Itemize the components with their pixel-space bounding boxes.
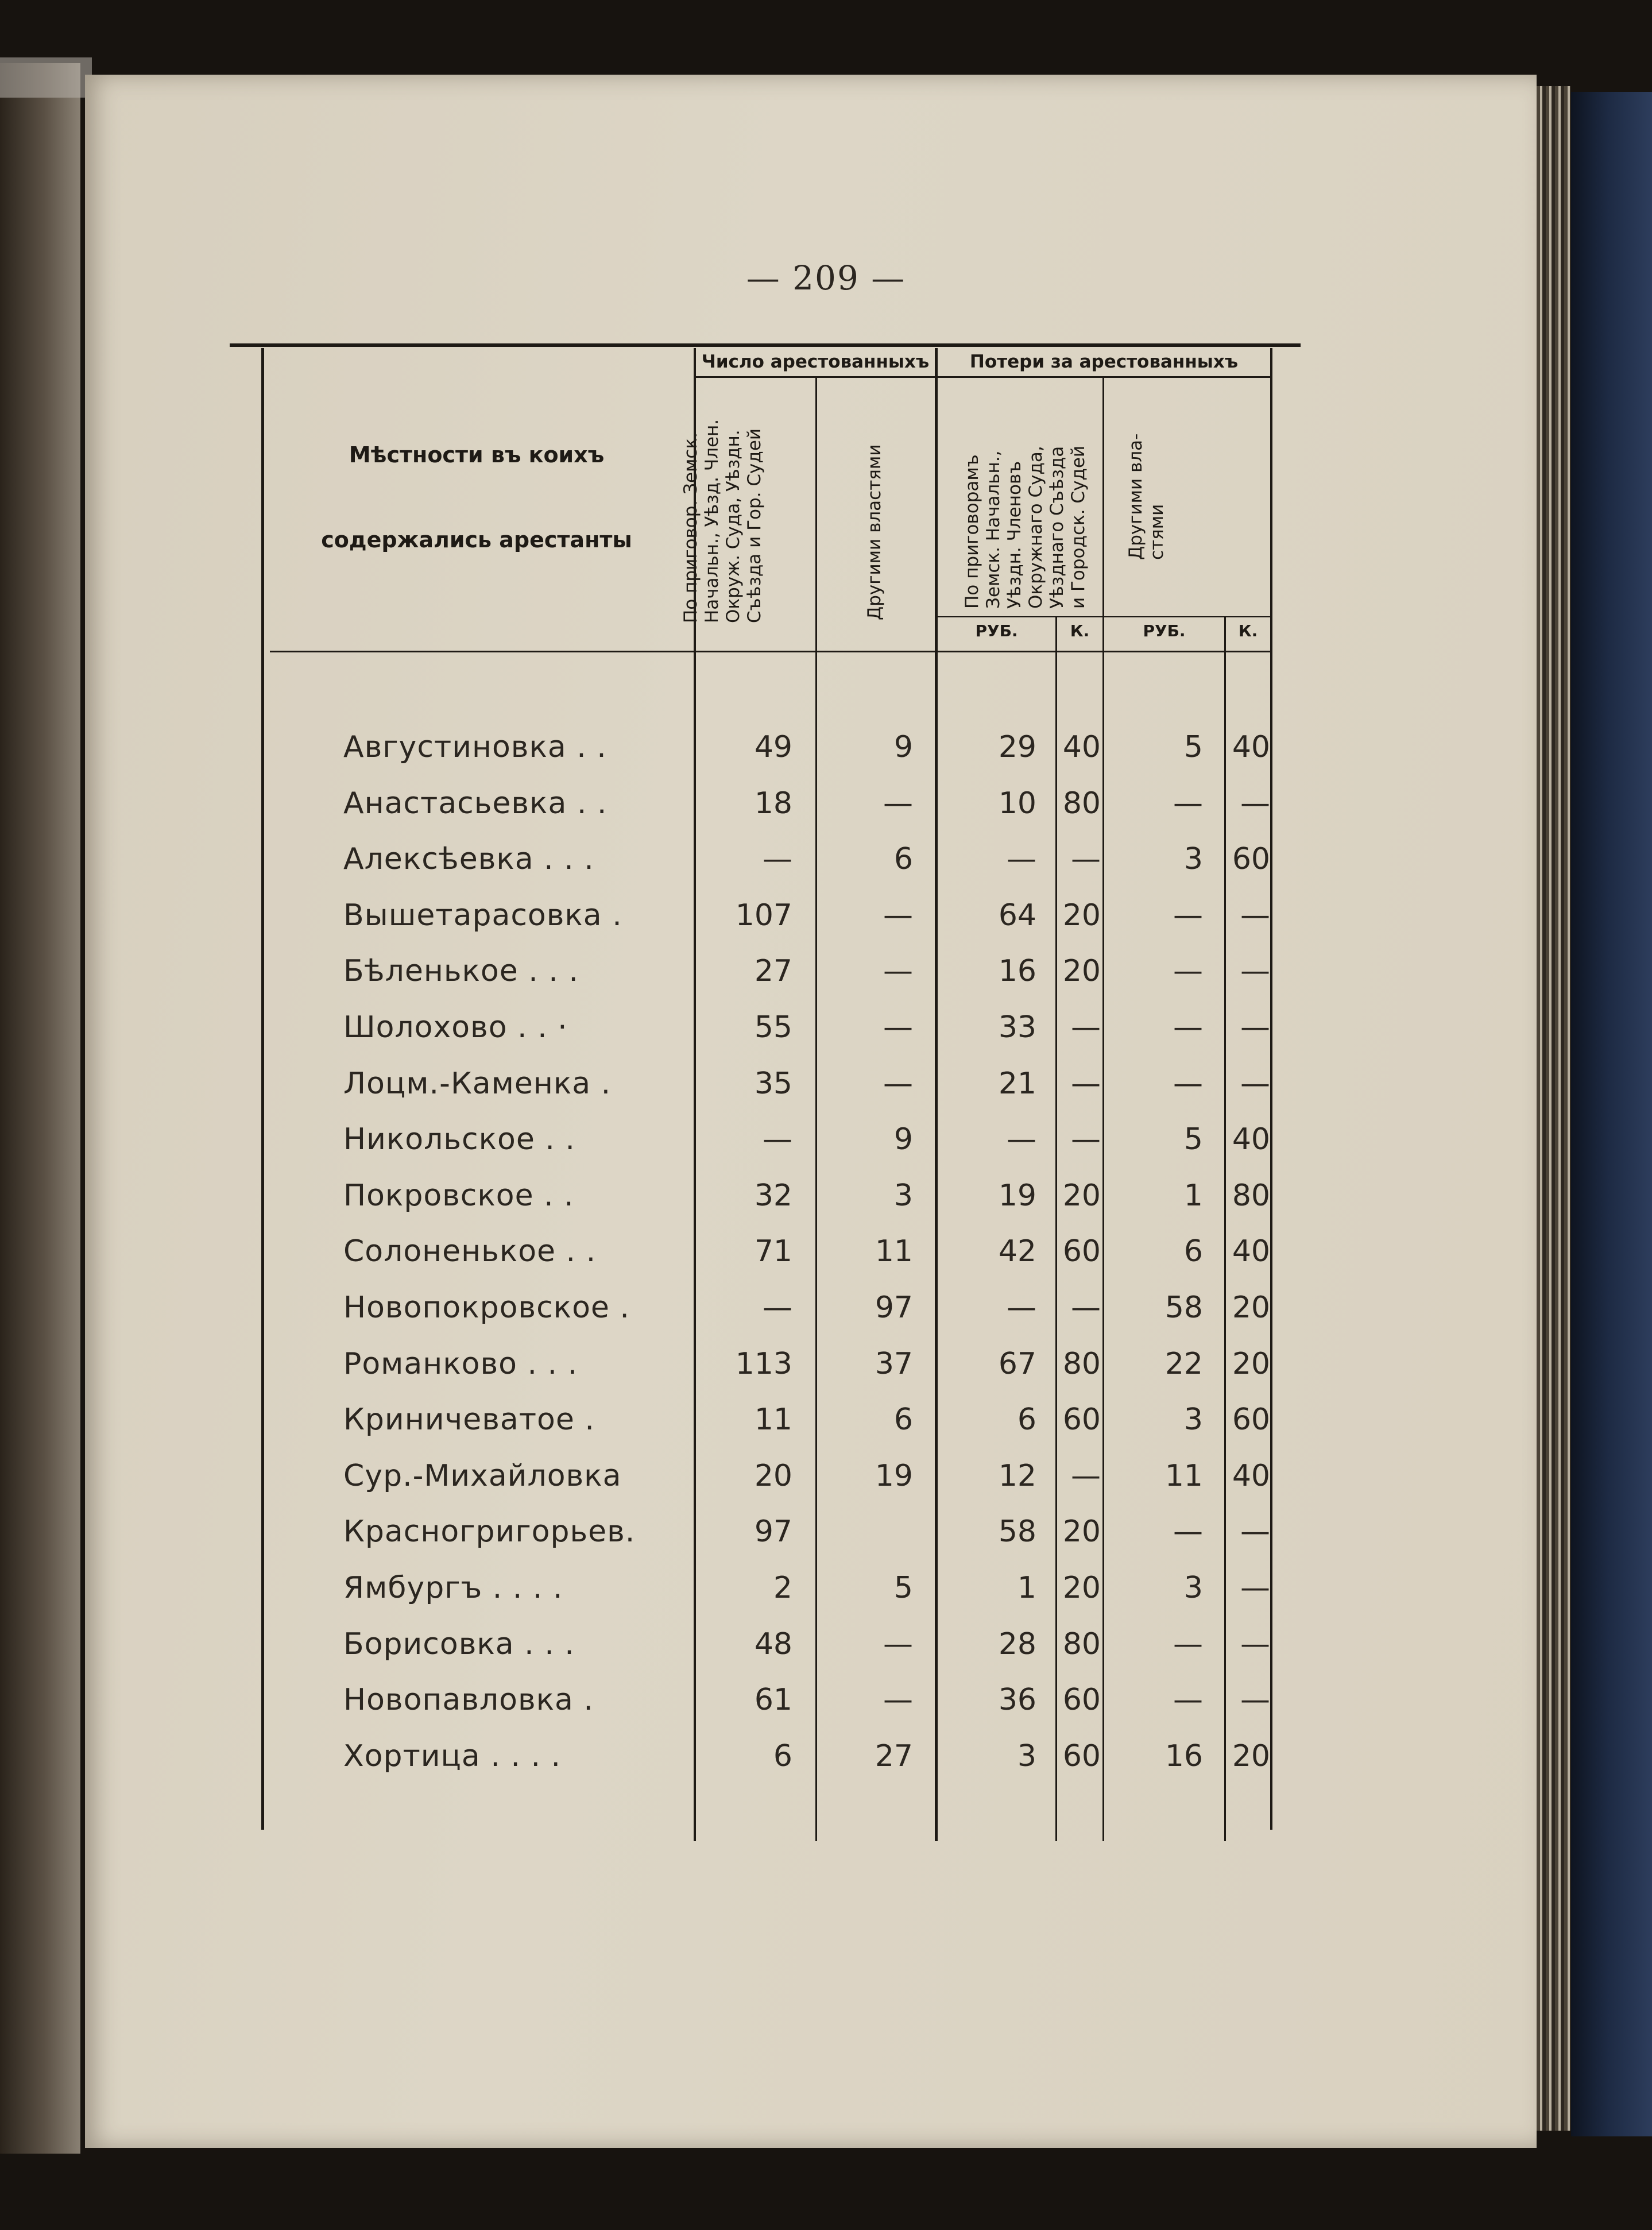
cell-k1: 80 [1062, 1346, 1101, 1381]
cell-r2: 1 [1183, 1178, 1203, 1213]
cell-a: 11 [754, 1402, 792, 1437]
cell-k2: 60 [1232, 1402, 1270, 1437]
cell-r1: 42 [998, 1234, 1036, 1269]
cell-r2: — [1173, 1626, 1203, 1661]
cell-name: Романково . . . [343, 1346, 578, 1381]
cell-r1: 21 [998, 1066, 1036, 1101]
cell-name: Шолохово . . · [343, 1010, 568, 1045]
cell-r1: 58 [998, 1514, 1036, 1549]
cell-name: Ямбургъ . . . . [343, 1571, 563, 1605]
cell-b: 97 [875, 1290, 913, 1325]
cell-b: — [883, 1010, 913, 1045]
group-header-arrested: Число арестованныхъ [701, 351, 930, 372]
cell-b: — [883, 898, 913, 933]
cell-k2: — [1240, 898, 1270, 933]
table-top-rule [230, 343, 1301, 347]
table-row [0, 887, 1652, 944]
group-header-losses: Потери за арестованныхъ [969, 351, 1239, 372]
cell-name: Алексѣевка . . . [343, 842, 594, 877]
header-bottom-rule [270, 651, 1270, 652]
cell-b: 27 [875, 1738, 913, 1773]
cell-k2: 20 [1232, 1290, 1270, 1325]
cell-k2: — [1240, 1514, 1270, 1549]
cell-r1: 6 [1017, 1402, 1036, 1437]
cell-r1: 29 [998, 730, 1036, 764]
cell-b: 5 [893, 1571, 913, 1605]
table-row [0, 1560, 1652, 1616]
cell-name: Новопокровское . [343, 1290, 630, 1325]
cell-r2: — [1173, 1514, 1203, 1549]
cell-a: 35 [754, 1066, 792, 1101]
table-row [0, 775, 1652, 832]
unit-rub-1: РУБ. [975, 621, 1018, 640]
column-header-by-sentence: По приговор. Земск. Начальн., Уѣзд. Член. Окруж. Суда, Уѣздн. Съѣзда и Гор. Судей [680, 419, 765, 623]
cell-name: Красногригорьев. [343, 1514, 636, 1549]
cell-a: 61 [754, 1683, 792, 1718]
cell-a: 48 [754, 1626, 792, 1661]
cell-k1: — [1071, 1066, 1101, 1101]
locality-header-line-2: содержались арестанты [321, 527, 632, 552]
table-row [0, 999, 1652, 1056]
cell-b: — [883, 786, 913, 821]
cell-k2: — [1240, 1626, 1270, 1661]
cell-r1: 67 [998, 1346, 1036, 1381]
cell-r2: 5 [1183, 730, 1203, 764]
cell-k1: 20 [1062, 1514, 1101, 1549]
table-row [0, 1672, 1652, 1728]
cell-k2: 40 [1232, 1234, 1270, 1269]
cell-a: — [763, 1122, 792, 1157]
cell-a: — [763, 1290, 792, 1325]
cell-name: Криничеватое . [343, 1402, 595, 1437]
cell-r1: 36 [998, 1683, 1036, 1718]
table-row [0, 1392, 1652, 1448]
cell-name: Никольское . . [343, 1122, 575, 1157]
table-row [0, 719, 1652, 775]
page-number: — 209 — [746, 258, 906, 297]
cell-r2: — [1173, 898, 1203, 933]
cell-b: — [883, 1626, 913, 1661]
cell-r2: 16 [1164, 1738, 1203, 1773]
cell-k1: — [1071, 1458, 1101, 1493]
cell-k2: 60 [1232, 842, 1270, 877]
cell-k2: 40 [1232, 1458, 1270, 1493]
cell-name: Лоцм.-Каменка . [343, 1066, 612, 1101]
cell-k2: — [1240, 1571, 1270, 1605]
locality-header-line-1: Мѣстности въ коихъ [349, 442, 605, 467]
cell-name: Сур.-Михайловка [343, 1458, 622, 1493]
cell-name: Вышетарасовка . [343, 898, 622, 933]
table-row [0, 1111, 1652, 1168]
cell-a: — [763, 842, 792, 877]
cell-r2: — [1173, 954, 1203, 989]
cell-k1: 20 [1062, 898, 1101, 933]
cell-a: 6 [773, 1738, 792, 1773]
column-header-loss-by-sentence: По приговорамъ Земск. Начальн., Уѣздн. Членовъ Окружнаго Суда, Уѣзднаго Съѣзда и Городск. Судей [962, 445, 1089, 609]
spine-ribbon [0, 57, 92, 98]
cell-r2: 58 [1164, 1290, 1203, 1325]
cell-r1: 10 [998, 786, 1036, 821]
cell-r1: 16 [998, 954, 1036, 989]
cell-k2: 40 [1232, 1122, 1270, 1157]
cell-k1: — [1071, 842, 1101, 877]
cell-a: 20 [754, 1458, 792, 1493]
cell-r1: 12 [998, 1458, 1036, 1493]
cell-a: 32 [754, 1178, 792, 1213]
cell-b: — [883, 1683, 913, 1718]
table-row [0, 831, 1652, 887]
cell-b: — [883, 954, 913, 989]
cell-r1: 28 [998, 1626, 1036, 1661]
cell-r2: 5 [1183, 1122, 1203, 1157]
cell-k1: 80 [1062, 786, 1101, 821]
cell-r1: 64 [998, 898, 1036, 933]
unit-kop-1: К. [1070, 621, 1090, 640]
cell-b: 6 [893, 842, 913, 877]
cell-r2: 3 [1183, 1571, 1203, 1605]
table-row [0, 1448, 1652, 1504]
cell-k1: 60 [1062, 1683, 1101, 1718]
cell-a: 113 [735, 1346, 792, 1381]
cell-k2: — [1240, 1683, 1270, 1718]
cell-r1: 1 [1017, 1571, 1036, 1605]
cell-b: 11 [875, 1234, 913, 1269]
cell-b: 19 [875, 1458, 913, 1493]
cell-r1: — [1007, 1290, 1036, 1325]
cell-k1: 20 [1062, 1178, 1101, 1213]
cell-r1: 19 [998, 1178, 1036, 1213]
cell-a: 18 [754, 786, 792, 821]
cell-k2: — [1240, 1066, 1270, 1101]
cell-b: 3 [893, 1178, 913, 1213]
table-row [0, 1280, 1652, 1336]
cell-name: Покровское . . [343, 1178, 574, 1213]
cell-b: 37 [875, 1346, 913, 1381]
cell-name: Анастасьевка . . [343, 786, 608, 821]
cell-k1: 80 [1062, 1626, 1101, 1661]
cell-name: Борисовка . . . [343, 1626, 575, 1661]
cell-b: — [883, 1066, 913, 1101]
cell-k1: — [1071, 1010, 1101, 1045]
cell-k1: — [1071, 1122, 1101, 1157]
cell-r2: — [1173, 1683, 1203, 1718]
cell-a: 107 [735, 898, 792, 933]
table-row [0, 1336, 1652, 1392]
table-row [0, 943, 1652, 999]
cell-r2: 3 [1183, 842, 1203, 877]
cell-k1: 20 [1062, 954, 1101, 989]
table-row [0, 1616, 1652, 1672]
cell-a: 49 [754, 730, 792, 764]
cell-r1: 33 [998, 1010, 1036, 1045]
column-header-other-authorities: Другими властями [864, 444, 885, 620]
cell-b: 9 [893, 730, 913, 764]
cell-k1: 20 [1062, 1571, 1101, 1605]
cell-b: 9 [893, 1122, 913, 1157]
cell-r2: 6 [1183, 1234, 1203, 1269]
unit-rub-2: РУБ. [1143, 621, 1186, 640]
cell-a: 27 [754, 954, 792, 989]
cell-r1: 3 [1017, 1738, 1036, 1773]
cell-r2: — [1173, 786, 1203, 821]
column-header-loss-other: Другими вла- стями [1125, 433, 1167, 560]
cell-k2: 40 [1232, 730, 1270, 764]
group-header-divider [695, 376, 1270, 378]
cell-k2: — [1240, 786, 1270, 821]
cell-r1: — [1007, 842, 1036, 877]
table-row [0, 1504, 1652, 1560]
cell-name: Августиновка . . [343, 730, 607, 764]
cell-r2: 22 [1164, 1346, 1203, 1381]
table-row [0, 1056, 1652, 1112]
table-row [0, 1728, 1652, 1784]
cell-a: 97 [754, 1514, 792, 1549]
cell-k1: 60 [1062, 1402, 1101, 1437]
cell-a: 55 [754, 1010, 792, 1045]
cell-k2: 20 [1232, 1738, 1270, 1773]
cell-k2: 80 [1232, 1178, 1270, 1213]
cell-name: Бѣленькое . . . [343, 954, 579, 989]
unit-kop-2: К. [1238, 621, 1258, 640]
cell-b [821, 1504, 913, 1560]
cell-k1: 40 [1062, 730, 1101, 764]
cell-name: Новопавловка . [343, 1683, 594, 1718]
cell-k1: 60 [1062, 1234, 1101, 1269]
cell-a: 71 [754, 1234, 792, 1269]
table-row [0, 1168, 1652, 1224]
cell-k2: — [1240, 954, 1270, 989]
cell-name: Хортица . . . . [343, 1738, 562, 1773]
cell-r2: 3 [1183, 1402, 1203, 1437]
cell-k1: — [1071, 1290, 1101, 1325]
cell-k1: 60 [1062, 1738, 1101, 1773]
cell-k2: 20 [1232, 1346, 1270, 1381]
cell-r1: — [1007, 1122, 1036, 1157]
cell-b: 6 [893, 1402, 913, 1437]
table-row [0, 1223, 1652, 1280]
cell-r2: — [1173, 1010, 1203, 1045]
cell-r2: 11 [1164, 1458, 1203, 1493]
cell-r2: — [1173, 1066, 1203, 1101]
cell-k2: — [1240, 1010, 1270, 1045]
cell-name: Солоненькое . . [343, 1234, 597, 1269]
cell-a: 2 [773, 1571, 792, 1605]
